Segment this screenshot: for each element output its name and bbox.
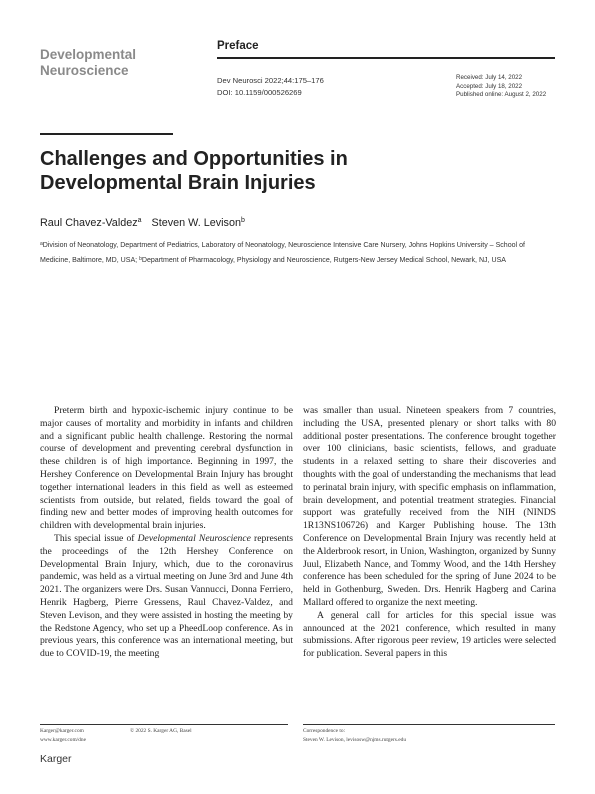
footer-rule-right: [303, 724, 555, 725]
body-column-left: [40, 405, 293, 661]
paragraph-text: represents the proceedings of the 12th Hershey Conference on Developmental Brain Injury, which, due to the coronavirus pandemic, was held as a virtual meeting on June 3rd and June 4th 2021. The organizers were Drs. Susan Vannucci, Donna Ferriero, Henrik Hagberg, Pierre Gressens, Raul Chavez-Valdez, and Steven Levison, and they were assisted in hosting the meeting by the Redstone Agency, who set up a PheedLoop conference. As in previous years, this conference was an international meeting, but due to COVID-19, the meeting: [40, 532, 293, 660]
citation: [217, 75, 324, 98]
affiliation-mark: b: [139, 255, 142, 262]
author-name: Raul Chavez-Valdez: [40, 217, 138, 229]
journal-name-line2: Neuroscience: [40, 63, 129, 78]
title-rule: [40, 133, 173, 135]
affiliation-mark: a: [40, 241, 43, 247]
journal-reference: Developmental Neuroscience: [137, 532, 251, 544]
section-rule: [217, 57, 555, 59]
paragraph: [40, 533, 293, 661]
affiliation-mark: a: [137, 217, 142, 224]
affiliation-mark: b: [240, 217, 245, 224]
citation-ref: Dev Neurosci 2022;44:175–176: [217, 76, 324, 85]
article-title-line1: Challenges and Opportunities in: [40, 148, 348, 170]
correspondence-label: Correspondence to:: [303, 728, 346, 734]
section-label: Preface: [217, 40, 259, 52]
affiliation-a: Division of Neonatology, Department of Pediatrics, Laboratory of Neonatology, Neuroscience Intensive Care Nursery, Johns Hopkins University – School of Medicine, Baltimore, MD, USA;: [40, 242, 525, 264]
article-title: [40, 147, 540, 195]
citation-doi: DOI: 10.1159/000526269: [217, 87, 302, 97]
paragraph: A general call for articles for this special issue was announced at the 2021 conference, which resulted in many submissions. After rigorous peer review, 19 articles were selected for publication. Several papers in this: [303, 609, 556, 660]
paragraph-text: This special issue of: [54, 532, 138, 544]
publisher-email: Karger@karger.com: [40, 728, 84, 734]
affiliation-b: Department of Pharmacology, Physiology and Neuroscience, Rutgers-New Jersey Medical School, Newark, NJ, USA: [141, 256, 506, 264]
date-received: Received: July 14, 2022: [456, 74, 523, 81]
publisher-logo: Karger: [40, 753, 72, 765]
article-dates: [456, 74, 546, 100]
author-1: [40, 217, 142, 229]
journal-name: [40, 47, 190, 79]
paragraph: was smaller than usual. Nineteen speakers from 7 countries, including the USA, presented plenary or short talks with 80 additional poster presentations. The conference brought together over 100 clinicians, basic scientists, fellows, and graduate students in a relaxed setting to share their discoveries and thoughts with the goal of understanding the mechanisms that lead to perinatal brain injury, with specific emphasis on inflammation, brain development, and potential treatment strategies. Financial support was gratefully received from the NIH (NINDS 1R13NS106726) and Karger Publishing house. The 13th Conference on Developmental Brain Injury was recently held at the Alderbrook resort, in Union, Washington, organized by Sunny Juul, Elizabeth Nance, and Tommy Wood, and the 14th Hershey conference has been scheduled for the spring of June 2024 to be held in Gothenburg, Sweden. Drs. Henrik Hagberg and Carina Mallard offered to organize the next meeting.: [303, 405, 556, 608]
paragraph: Preterm birth and hypoxic-ischemic injury continue to be major causes of mortality and morbidity in infants and children and a significant public health challenge. Restoring the normal course of development and preventing cerebral dysfunction in these children is of high importance. Beginning in 1997, the Hershey Conference on Developmental Brain Injury has brought together international leaders in this field as well as esteemed scientists from outside, but related, fields toward the goal of finding new and better modes of improving health outcomes for children with developmental brain injuries.: [40, 405, 293, 532]
date-published: Published online: August 2, 2022: [456, 91, 547, 99]
copyright: © 2022 S. Karger AG, Basel: [130, 728, 192, 734]
author-name: Steven W. Levison: [151, 217, 241, 229]
author-list: [40, 217, 245, 229]
publisher-website: www.karger.com/dne: [40, 737, 86, 743]
article-title-line2: Developmental Brain Injuries: [40, 172, 316, 194]
affiliations: [40, 238, 555, 268]
correspondence-contact: Steven W. Levison, levisosw@njms.rutgers.edu: [303, 737, 407, 743]
author-2: [152, 217, 245, 229]
journal-name-line1: Developmental: [40, 47, 137, 62]
date-accepted: Accepted: July 18, 2022: [456, 82, 523, 90]
footer-rule-left: [40, 724, 288, 725]
body-column-right: [303, 405, 556, 661]
